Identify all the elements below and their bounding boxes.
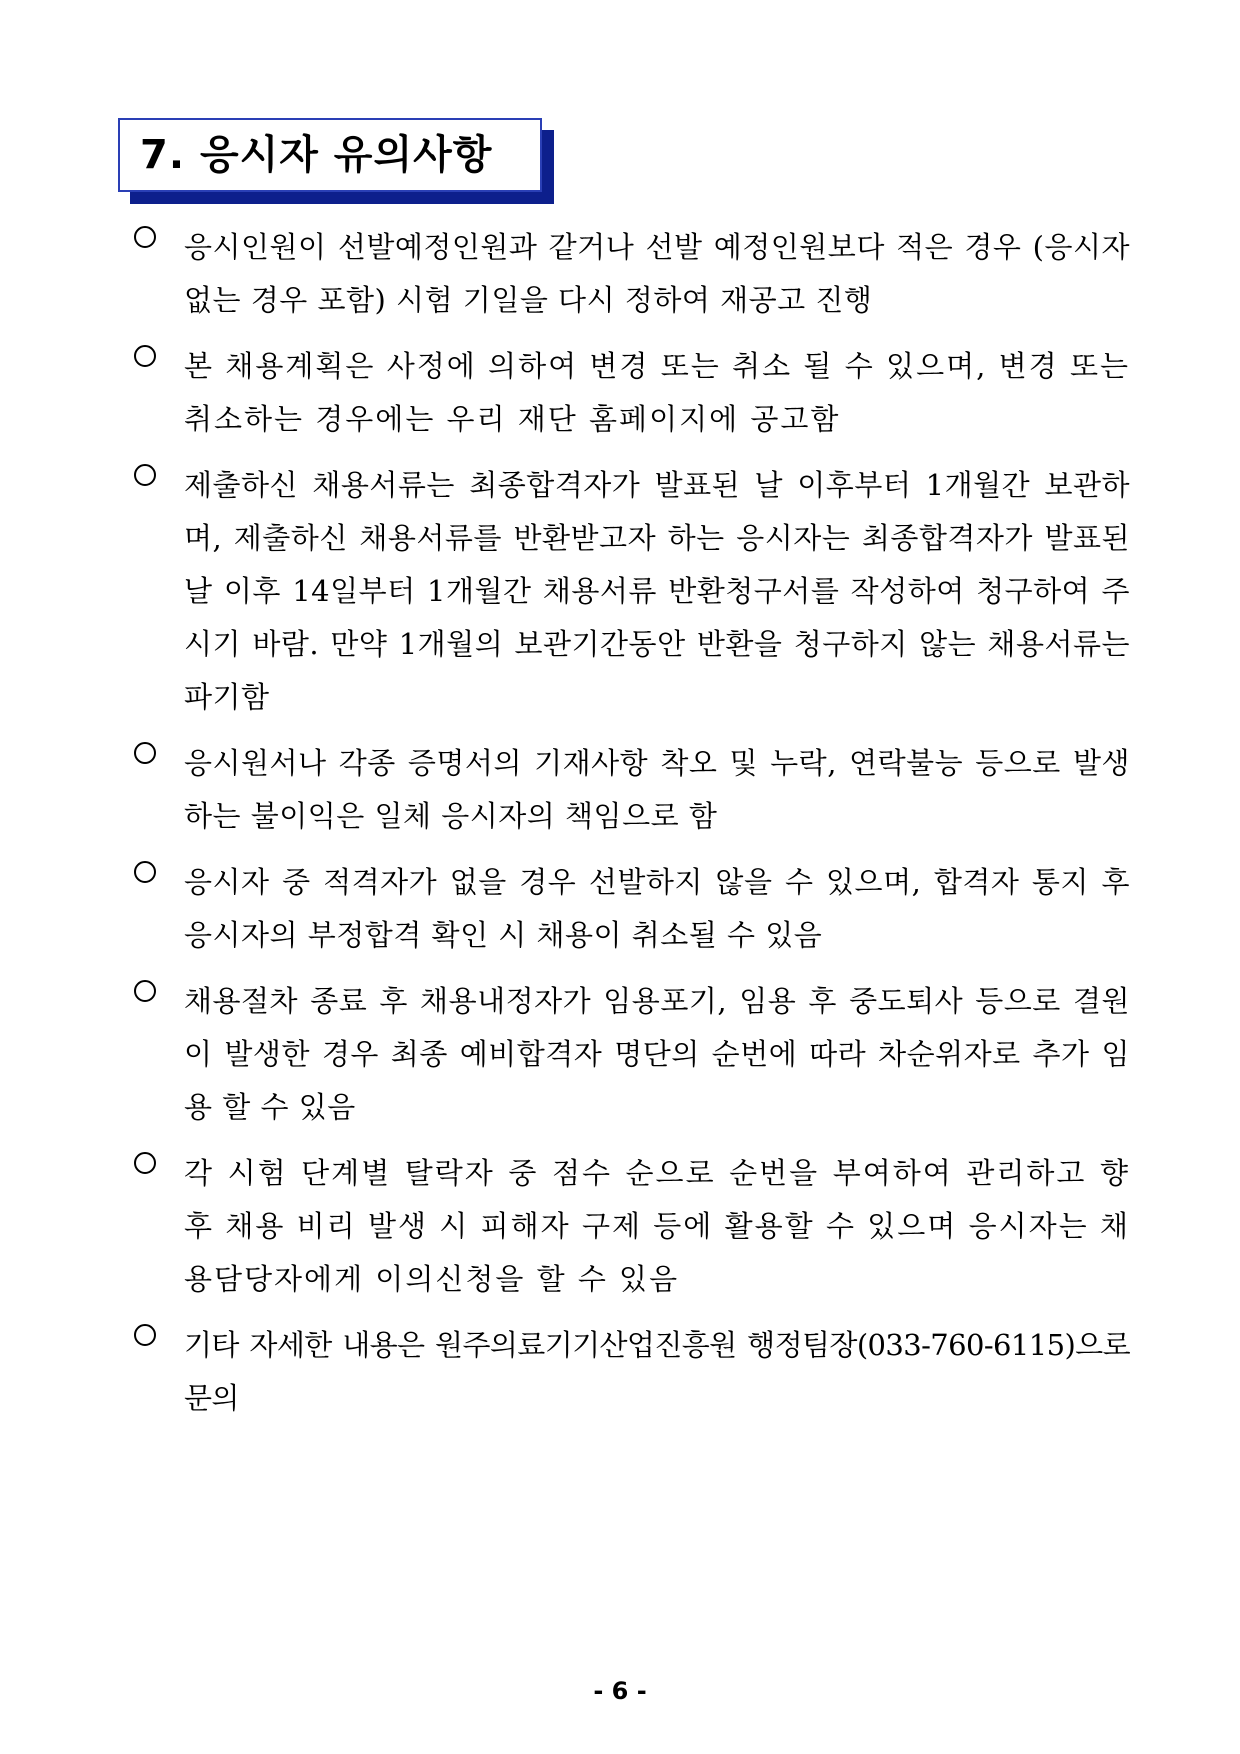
notice-text: 본 채용계획은 사정에 의하여 변경 또는 취소 될 수 있으며, 변경 또는 취소하는 경우에는 우리 재단 홈페이지에 공고함 <box>184 349 1130 436</box>
notice-text: 각 시험 단계별 탈락자 중 점수 순으로 순번을 부여하여 관리하고 향후 채용 비리 발생 시 피해자 구제 등에 활용할 수 있으며 응시자는 채용담당자에게 이의신청을 할 수 있음 <box>184 1156 1130 1296</box>
notice-item <box>134 340 1130 446</box>
circle-bullet-icon <box>134 1324 156 1346</box>
notice-text: 응시인원이 선발예정인원과 같거나 선발 예정인원보다 적은 경우 (응시자 없는 경우 포함) 시험 기일을 다시 정하여 재공고 진행 <box>184 230 1130 317</box>
notice-list <box>134 221 1130 1438</box>
notice-item <box>134 737 1130 843</box>
notice-item <box>134 856 1130 962</box>
notice-item <box>134 221 1130 327</box>
section-title: 7. 응시자 유의사항 <box>140 132 493 178</box>
circle-bullet-icon <box>134 1152 156 1174</box>
notice-item <box>134 1319 1130 1425</box>
circle-bullet-icon <box>134 345 156 367</box>
section-header-box <box>118 118 542 192</box>
circle-bullet-icon <box>134 226 156 248</box>
notice-text: 제출하신 채용서류는 최종합격자가 발표된 날 이후부터 1개월간 보관하며, 제출하신 채용서류를 반환받고자 하는 응시자는 최종합격자가 발표된 날 이후 14일부터 1개월간 채용서류 반환청구서를 작성하여 청구하여 주시기 바람. 만약 1개월의 보관기간동안 반환을 청구하지 않는 채용서류는 파기함 <box>184 468 1130 714</box>
notice-text: 응시자 중 적격자가 없을 경우 선발하지 않을 수 있으며, 합격자 통지 후 응시자의 부정합격 확인 시 채용이 취소될 수 있음 <box>184 865 1130 952</box>
notice-item <box>134 1147 1130 1306</box>
section-header <box>118 118 542 192</box>
circle-bullet-icon <box>134 861 156 883</box>
notice-text: 채용절차 종료 후 채용내정자가 임용포기, 임용 후 중도퇴사 등으로 결원이 발생한 경우 최종 예비합격자 명단의 순번에 따라 차순위자로 추가 임용 할 수 있음 <box>184 984 1130 1124</box>
page-number: - 6 - <box>593 1677 647 1705</box>
notice-item <box>134 975 1130 1134</box>
circle-bullet-icon <box>134 980 156 1002</box>
circle-bullet-icon <box>134 464 156 486</box>
notice-text: 기타 자세한 내용은 원주의료기기산업진흥원 행정팀장(033-760-6115)으로 문의 <box>184 1328 1130 1415</box>
circle-bullet-icon <box>134 742 156 764</box>
notice-item <box>134 459 1130 724</box>
notice-text: 응시원서나 각종 증명서의 기재사항 착오 및 누락, 연락불능 등으로 발생하는 불이익은 일체 응시자의 책임으로 함 <box>184 746 1130 833</box>
